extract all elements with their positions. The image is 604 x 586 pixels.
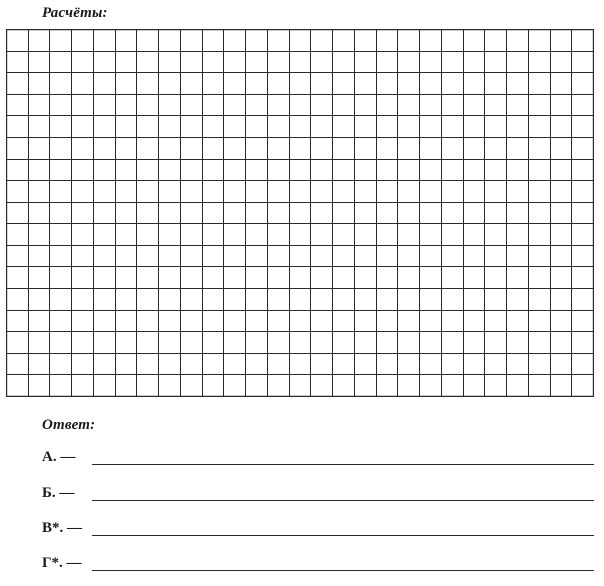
answer-row-b[interactable] [42, 483, 594, 503]
answer-line-b[interactable] [92, 500, 594, 501]
answer-label-a: А. — [42, 449, 76, 465]
calculations-heading: Расчёты: [42, 5, 108, 21]
answer-label-g: Г*. — [42, 555, 82, 571]
answer-line-g[interactable] [92, 570, 594, 571]
answer-row-g[interactable] [42, 553, 594, 573]
calculation-grid-lines [6, 29, 594, 397]
answer-label-v: В*. — [42, 520, 83, 536]
calculation-grid[interactable] [6, 29, 594, 397]
answer-label-b: Б. — [42, 485, 75, 501]
answer-row-a[interactable] [42, 447, 594, 467]
answer-row-v[interactable] [42, 518, 594, 538]
answer-heading: Ответ: [42, 417, 96, 433]
answer-line-v[interactable] [92, 535, 594, 536]
answer-line-a[interactable] [92, 464, 594, 465]
